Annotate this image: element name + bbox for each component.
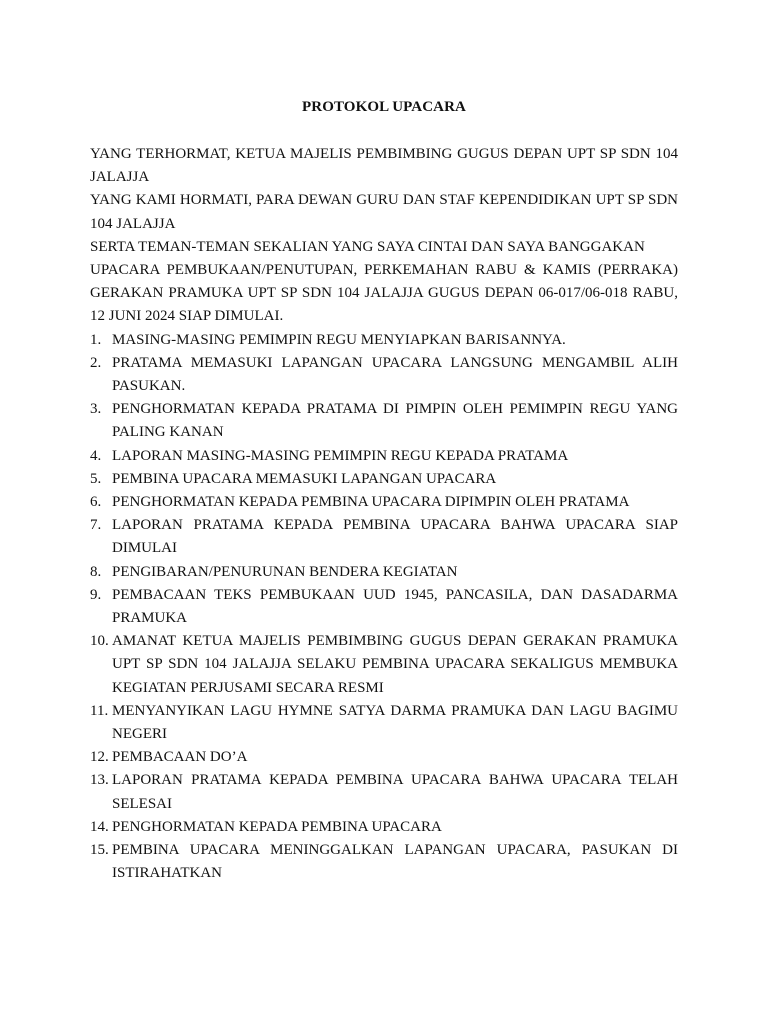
list-item xyxy=(90,329,678,352)
list-item xyxy=(90,584,678,630)
step-number: 11. xyxy=(90,702,109,719)
list-item xyxy=(90,514,678,560)
step-number: 1. xyxy=(90,331,102,348)
step-text: AMANAT KETUA MAJELIS PEMBIMBING GUGUS DEPAN GERAKAN PRAMUKA UPT SP SDN 104 JALAJJA SELAKU PEMBINA UPACARA SEKALIGUS MEMBUKA KEGIATAN PERJUSAMI SECARA RESMI xyxy=(112,633,678,696)
list-item xyxy=(90,561,678,584)
step-number: 14. xyxy=(90,818,109,835)
step-number: 6. xyxy=(90,494,102,511)
list-item xyxy=(90,445,678,468)
intro-line-greeting-chair: YANG TERHORMAT, KETUA MAJELIS PEMBIMBING GUGUS DEPAN UPT SP SDN 104 JALAJJA xyxy=(90,146,678,186)
list-item xyxy=(90,816,678,839)
intro-line-greeting-friends: SERTA TEMAN-TEMAN SEKALIAN YANG SAYA CINTAI DAN SAYA BANGGAKAN xyxy=(90,238,645,255)
step-number: 8. xyxy=(90,563,102,580)
step-number: 4. xyxy=(90,447,102,464)
step-text: PEMBINA UPACARA MEMASUKI LAPANGAN UPACARA xyxy=(112,470,497,487)
step-number: 13. xyxy=(90,772,109,789)
step-text: MENYANYIKAN LAGU HYMNE SATYA DARMA PRAMUKA DAN LAGU BAGIMU NEGERI xyxy=(112,702,678,743)
intro-line-greeting-teachers: YANG KAMI HORMATI, PARA DEWAN GURU DAN STAF KEPENDIDIKAN UPT SP SDN 104 JALAJJA xyxy=(90,192,678,232)
list-item xyxy=(90,746,678,769)
step-text: PEMBACAAN DO’A xyxy=(112,749,248,766)
step-number: 12. xyxy=(90,749,109,766)
step-number: 3. xyxy=(90,401,102,418)
list-item xyxy=(90,352,678,398)
step-text: MASING-MASING PEMIMPIN REGU MENYIAPKAN BARISANNYA. xyxy=(112,331,566,348)
step-text: PENGHORMATAN KEPADA PRATAMA DI PIMPIN OLEH PEMIMPIN REGU YANG PALING KANAN xyxy=(112,401,678,441)
step-text: PENGHORMATAN KEPADA PEMBINA UPACARA DIPIMPIN OLEH PRATAMA xyxy=(112,494,630,511)
list-item xyxy=(90,700,678,746)
step-text: PENGIBARAN/PENURUNAN BENDERA KEGIATAN xyxy=(112,563,458,580)
list-item xyxy=(90,468,678,491)
step-text: PEMBACAAN TEKS PEMBUKAAN UUD 1945, PANCASILA, DAN DASADARMA PRAMUKA xyxy=(112,586,678,627)
step-number: 10. xyxy=(90,633,109,650)
step-number: 5. xyxy=(90,470,102,487)
step-number: 9. xyxy=(90,586,102,603)
intro-line-announcement: UPACARA PEMBUKAAN/PENUTUPAN, PERKEMAHAN RABU & KAMIS (PERRAKA) GERAKAN PRAMUKA UPT SP SDN 104 JALAJJA GUGUS DEPAN 06-017/06-018 RABU, 12 JUNI 2024 SIAP DIMULAI. xyxy=(90,262,678,325)
list-item xyxy=(90,398,678,444)
step-text: PEMBINA UPACARA MENINGGALKAN LAPANGAN UPACARA, PASUKAN DI ISTIRAHATKAN xyxy=(112,842,678,882)
protocol-steps-list xyxy=(90,329,678,886)
step-text: PRATAMA MEMASUKI LAPANGAN UPACARA LANGSUNG MENGAMBIL ALIH PASUKAN. xyxy=(112,354,678,395)
document-title: PROTOKOL UPACARA xyxy=(302,99,466,115)
list-item xyxy=(90,491,678,514)
step-text: PENGHORMATAN KEPADA PEMBINA UPACARA xyxy=(112,818,442,835)
step-number: 15. xyxy=(90,842,109,859)
list-item xyxy=(90,839,678,885)
step-number: 7. xyxy=(90,517,102,534)
list-item xyxy=(90,769,678,815)
list-item xyxy=(90,630,678,700)
step-text: LAPORAN MASING-MASING PEMIMPIN REGU KEPADA PRATAMA xyxy=(112,447,569,464)
step-text: LAPORAN PRATAMA KEPADA PEMBINA UPACARA BAHWA UPACARA SIAP DIMULAI xyxy=(112,517,678,557)
step-text: LAPORAN PRATAMA KEPADA PEMBINA UPACARA BAHWA UPACARA TELAH SELESAI xyxy=(112,772,678,812)
document-intro xyxy=(90,143,678,329)
step-number: 2. xyxy=(90,354,102,371)
